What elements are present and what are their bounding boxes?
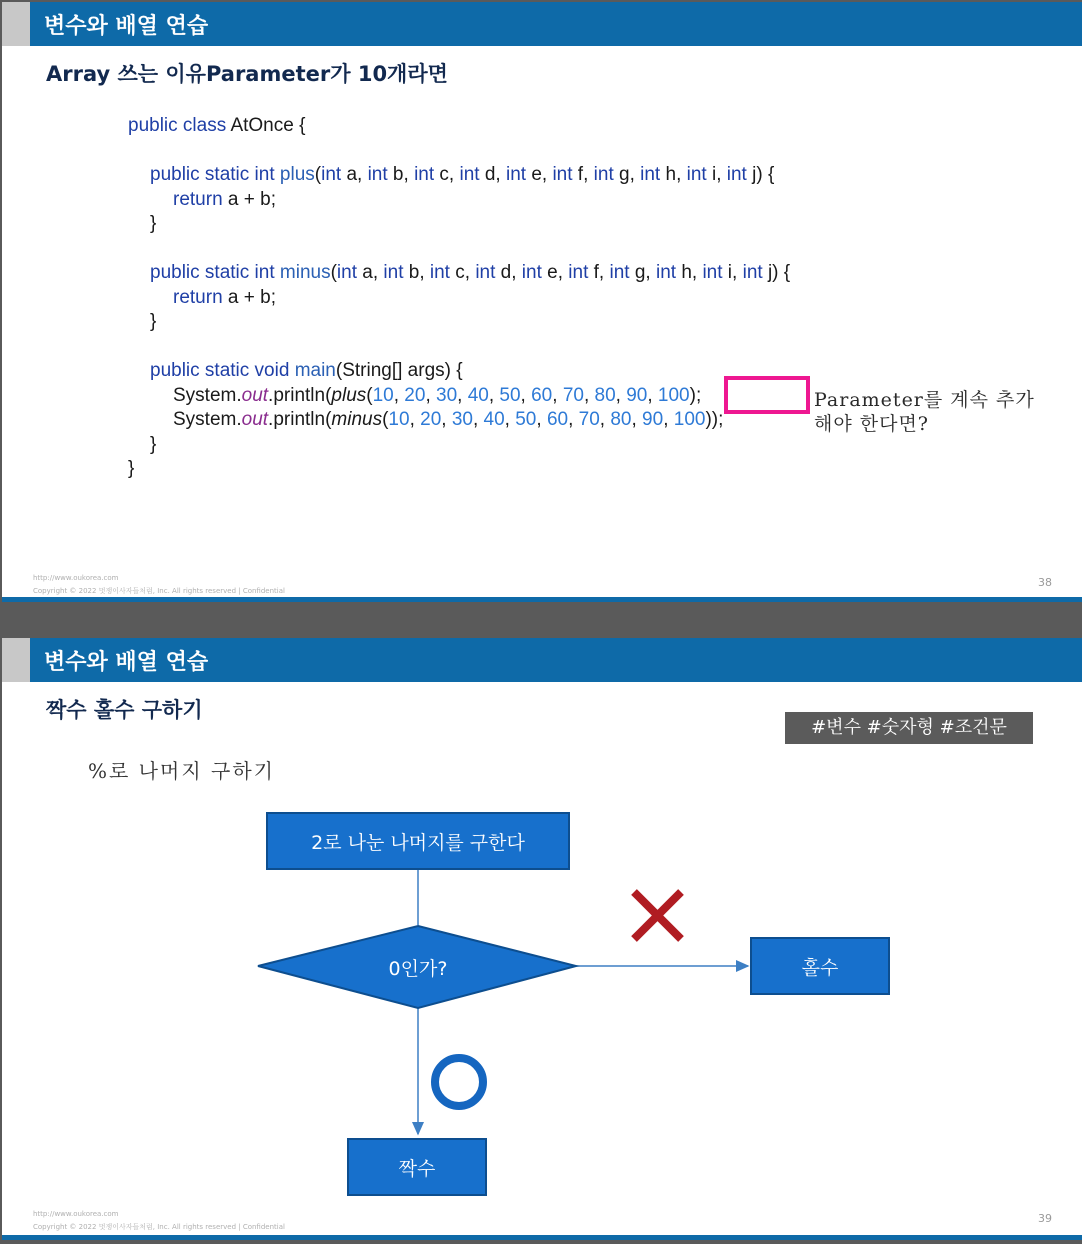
call-arg: 30 <box>436 384 458 406</box>
call-arg: 10 <box>372 384 394 406</box>
annotation-line: 해야 한다면? <box>814 413 929 435</box>
param-type: int <box>414 164 435 185</box>
param-type: int <box>505 164 527 185</box>
footer-copyright: Copyright © 2022 멋쟁이사자들처럼, Inc. All rights reserved | Confidential <box>33 587 285 595</box>
call-arg: 70 <box>578 409 600 430</box>
code-line-println-minus: System.out.println(minus(10, 20, 30, 40, 50, 60, 70, 80, 90, 100)); <box>173 409 724 430</box>
code-line-close: } <box>128 458 135 479</box>
annotation-note <box>814 388 1035 436</box>
title-bar <box>2 2 1082 46</box>
param-type: int <box>552 164 573 185</box>
footer <box>33 572 285 598</box>
footer-url: http://www.oukorea.com <box>33 574 119 582</box>
param-name: i, <box>722 262 743 283</box>
param-name: h, <box>660 164 687 185</box>
slide-38 <box>2 2 1082 602</box>
page-number: 39 <box>1038 1212 1052 1225</box>
param-name: g, <box>629 262 656 283</box>
param-name: j <box>762 262 773 283</box>
param-type: int <box>459 164 480 185</box>
param-type: int <box>383 262 404 283</box>
hashtag-badge: #변수 #숫자형 #조건문 <box>785 712 1033 744</box>
code-line-println-plus: System.out.println(plus(10, 20, 30, 40, 50, 60, 70, 80, 90, 100); <box>173 384 702 406</box>
param-name: i, <box>706 164 727 185</box>
code-line-plus-return: return a + b; <box>173 188 276 210</box>
process-box: 2로 나눈 나머지를 구한다 <box>266 812 570 870</box>
bottom-bar <box>2 597 1082 602</box>
param-name: c, <box>449 262 476 283</box>
param-name: j <box>746 164 757 185</box>
param-name: d, <box>479 164 506 185</box>
call-arg: 20 <box>404 384 426 406</box>
call-arg: 80 <box>610 409 632 430</box>
remainder-note: %로 나머지 구하기 <box>88 759 275 783</box>
footer-url: http://www.oukorea.com <box>33 1210 119 1218</box>
param-name: d, <box>495 262 522 283</box>
code-line-close: } <box>150 311 157 332</box>
param-type: int <box>593 164 614 185</box>
param-type: int <box>640 164 661 185</box>
call-arg: 100 <box>657 384 690 406</box>
param-type: int <box>367 164 388 185</box>
call-arg: 30 <box>451 409 473 430</box>
code-line-main-signature: public static void main(String[] args) { <box>150 360 463 381</box>
param-type: int <box>568 262 589 283</box>
param-name: h, <box>676 262 703 283</box>
call-arg: 40 <box>467 384 489 406</box>
slide-subtitle: Array 쓰는 이유Parameter가 10개라면 <box>46 62 448 86</box>
param-type: int <box>609 262 630 283</box>
param-name: f, <box>572 164 594 185</box>
param-type: int <box>521 262 542 283</box>
param-name: e, <box>526 164 553 185</box>
even-result-box: 짝수 <box>347 1138 487 1196</box>
param-type: int <box>702 262 723 283</box>
call-arg: 60 <box>531 384 553 406</box>
bottom-bar <box>2 1235 1082 1240</box>
param-name: a, <box>341 164 368 185</box>
code-line-minus-signature: public static int minus(int a, int b, int c, int d, int e, int f, int g, int h, int i, int j) { <box>150 262 791 283</box>
odd-result-box: 홀수 <box>750 937 890 995</box>
param-type: int <box>742 262 763 283</box>
code-line-plus-signature: public static int plus(int a, int b, int c, int d, int e, int f, int g, int h, int i, int j) { <box>150 164 775 185</box>
circle-mark-icon <box>435 1058 483 1106</box>
call-arg: 40 <box>483 409 505 430</box>
call-arg: 50 <box>515 409 537 430</box>
call-arg: 90 <box>642 409 664 430</box>
param-name: c, <box>434 164 460 185</box>
call-arg: 60 <box>546 409 569 430</box>
param-type: int <box>655 262 677 283</box>
code-block <box>128 114 790 482</box>
param-name: e, <box>541 262 569 283</box>
param-type: int <box>726 164 747 185</box>
code-line-minus-return: return a + b; <box>173 286 276 308</box>
annotation-line: Parameter를 계속 추가 <box>814 389 1035 411</box>
param-name: b, <box>403 262 430 283</box>
slide-subtitle: 짝수 홀수 구하기 <box>46 698 203 722</box>
footer-copyright: Copyright © 2022 멋쟁이사자들처럼, Inc. All rights reserved | Confidential <box>33 1223 285 1231</box>
slide-39 <box>2 638 1082 1240</box>
param-type: int <box>686 164 707 185</box>
call-arg: 100 <box>673 409 706 430</box>
param-type: int <box>475 262 496 283</box>
call-arg: 10 <box>388 409 410 430</box>
flowchart <box>2 638 1082 1240</box>
page-number: 38 <box>1038 576 1052 589</box>
param-type: int <box>336 262 357 283</box>
slide-title: 변수와 배열 연습 <box>44 650 209 675</box>
call-arg: 70 <box>562 384 584 406</box>
param-name: f, <box>588 262 610 283</box>
param-type: int <box>429 262 450 283</box>
decision-label: 0인가? <box>388 958 448 980</box>
call-arg: 50 <box>499 384 521 406</box>
param-type: int <box>321 164 342 185</box>
call-arg: 20 <box>420 409 442 430</box>
footer <box>33 1208 285 1234</box>
code-line-close: } <box>150 433 157 455</box>
highlight-box <box>724 376 810 414</box>
param-name: g, <box>613 164 641 185</box>
cross-mark-icon <box>634 892 681 939</box>
param-name: a, <box>357 262 384 283</box>
code-line-class: public class AtOnce { <box>128 115 306 136</box>
call-arg: 90 <box>626 384 648 406</box>
slide-title: 변수와 배열 연습 <box>44 14 209 39</box>
call-arg: 80 <box>594 384 616 406</box>
title-accent-stripe <box>2 2 30 46</box>
param-name: b, <box>387 164 415 185</box>
code-line-close: } <box>150 213 157 234</box>
